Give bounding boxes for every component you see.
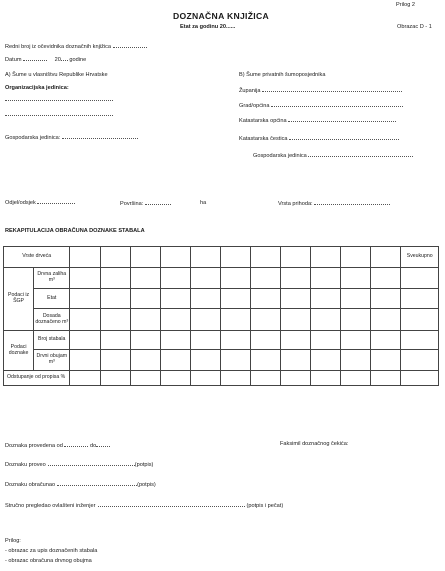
table-row bbox=[4, 331, 439, 350]
table-cell[interactable] bbox=[70, 331, 100, 350]
footer-item-2: - obrazac obračuna drvnog obujma bbox=[5, 558, 92, 564]
gosp-jedinica-label: Gospodarska jedinica: bbox=[5, 135, 61, 141]
table-cell[interactable] bbox=[341, 371, 371, 386]
datum-dots bbox=[23, 56, 47, 61]
vrsta-prihoda-label: Vrsta prihoda: bbox=[278, 201, 313, 207]
godine-label: godine bbox=[69, 57, 87, 63]
proveo-field[interactable] bbox=[5, 461, 153, 468]
table-cell[interactable] bbox=[341, 350, 371, 371]
redni-broj-dots bbox=[113, 43, 147, 48]
katastarska-opcina-label: Katastarska općina bbox=[239, 118, 287, 124]
section-b-heading: B) Šume privatnih šumoposjednika bbox=[239, 72, 326, 78]
table-cell[interactable] bbox=[401, 350, 439, 371]
povrsina-field[interactable] bbox=[120, 200, 171, 207]
table-cell[interactable] bbox=[371, 309, 401, 331]
table-row bbox=[4, 309, 439, 331]
table-row bbox=[4, 350, 439, 371]
gosp-jedinica-dots bbox=[62, 134, 138, 139]
table-cell[interactable] bbox=[70, 247, 100, 268]
table-cell[interactable] bbox=[341, 247, 371, 268]
table-row bbox=[4, 371, 439, 386]
table-cell[interactable] bbox=[220, 331, 250, 350]
table-cell[interactable] bbox=[371, 247, 401, 268]
table-cell[interactable] bbox=[130, 268, 160, 289]
table-cell[interactable] bbox=[160, 350, 190, 371]
subtitle-dots: ...... bbox=[226, 24, 236, 30]
table-cell[interactable] bbox=[160, 331, 190, 350]
table-cell[interactable] bbox=[100, 268, 130, 289]
table-cell[interactable] bbox=[70, 371, 100, 386]
vrsta-prihoda-dots bbox=[314, 200, 390, 205]
katastarska-cestica-label: Katastarska čestica bbox=[239, 136, 288, 142]
vrsta-prihoda-field[interactable] bbox=[278, 200, 390, 207]
table-cell[interactable] bbox=[100, 350, 130, 371]
table-cell[interactable] bbox=[100, 371, 130, 386]
vrste-drveca-header: Vrste drveća bbox=[4, 247, 70, 268]
table-cell[interactable] bbox=[160, 247, 190, 268]
section-a-heading: A) Šume u vlasništvu Republike Hrvatske bbox=[5, 72, 108, 78]
table-cell[interactable] bbox=[100, 247, 130, 268]
obracunao-dots bbox=[57, 481, 137, 486]
table-cell[interactable] bbox=[70, 309, 100, 331]
table-cell[interactable] bbox=[130, 331, 160, 350]
page-title: DOZNAČNA KNJIŽICA bbox=[173, 11, 269, 21]
obracunao-label: Doznaku obračunao bbox=[5, 482, 56, 488]
table-cell[interactable] bbox=[311, 371, 341, 386]
proveo-potpis: (potpis) bbox=[134, 462, 154, 468]
table-cell[interactable] bbox=[70, 268, 100, 289]
proveo-dots bbox=[48, 461, 135, 466]
rekapitulacija-heading: REKAPITULACIJA OBRAČUNA DOZNAKE STABALA bbox=[5, 228, 145, 234]
table-cell[interactable] bbox=[281, 350, 311, 371]
table-cell[interactable] bbox=[130, 371, 160, 386]
row-odstupanje-label: Odstupanje od propisa % bbox=[4, 371, 70, 386]
table-cell[interactable] bbox=[401, 268, 439, 289]
rekapitulacija-table bbox=[3, 246, 439, 386]
strucno-field[interactable] bbox=[5, 502, 283, 509]
table-cell[interactable] bbox=[401, 371, 439, 386]
datum-label: Datum bbox=[5, 57, 22, 63]
table-cell[interactable] bbox=[311, 268, 341, 289]
table-cell[interactable] bbox=[220, 289, 250, 309]
redni-broj-field[interactable] bbox=[5, 43, 147, 50]
table-header-row bbox=[4, 247, 439, 268]
subtitle-prefix: Etat za godinu 20 bbox=[180, 24, 226, 30]
faksimil-label: Faksimil doznačnog čekića: bbox=[280, 441, 349, 447]
gosp-jedinica-b-field[interactable] bbox=[253, 152, 413, 159]
prilog-label: Prilog 2 bbox=[396, 2, 415, 8]
grad-opcina-dots bbox=[271, 102, 403, 107]
table-cell[interactable] bbox=[281, 247, 311, 268]
table-cell[interactable] bbox=[70, 350, 100, 371]
footer-prilog-label: Prilog: bbox=[5, 538, 21, 544]
table-cell[interactable] bbox=[341, 309, 371, 331]
table-cell[interactable] bbox=[70, 289, 100, 309]
table-cell[interactable] bbox=[130, 350, 160, 371]
org-line-2[interactable] bbox=[5, 111, 113, 118]
strucno-label: Stručno pregledao ovlašteni inženjer bbox=[5, 503, 96, 509]
proveo-label: Doznaku proveo bbox=[5, 462, 46, 468]
redni-broj-label: Redni broj iz očevidnika doznačnih knjižica bbox=[5, 44, 112, 50]
katastarska-cestica-field[interactable] bbox=[239, 135, 399, 142]
table-cell[interactable] bbox=[341, 268, 371, 289]
provedena-do-dots bbox=[96, 442, 110, 447]
table-cell[interactable] bbox=[190, 350, 220, 371]
org-jedinica-label: Organizacijska jedinica: bbox=[5, 85, 69, 91]
grad-opcina-label: Grad/općina bbox=[239, 103, 270, 109]
table-row bbox=[4, 289, 439, 309]
page-subtitle bbox=[180, 24, 235, 30]
table-cell[interactable] bbox=[341, 331, 371, 350]
odjel-dots bbox=[37, 199, 75, 204]
gosp-jedinica-b-label: Gospodarska jedinica bbox=[253, 153, 307, 159]
table-cell[interactable] bbox=[341, 289, 371, 309]
table-cell[interactable] bbox=[311, 247, 341, 268]
datum-field[interactable] bbox=[5, 56, 86, 63]
table-cell[interactable] bbox=[371, 289, 401, 309]
povrsina-label: Površina: bbox=[120, 201, 144, 207]
provedena-od-dots bbox=[64, 442, 88, 447]
footer-item-1: - obrazac za upis doznačenih stabala bbox=[5, 548, 98, 554]
katastarska-opcina-field[interactable] bbox=[239, 117, 396, 124]
table-cell[interactable] bbox=[250, 289, 280, 309]
table-cell[interactable] bbox=[281, 309, 311, 331]
row-drvni-obujam-label: Drvni obujam m³ bbox=[34, 350, 70, 371]
table-cell[interactable] bbox=[220, 350, 250, 371]
odjel-field[interactable] bbox=[5, 199, 75, 206]
doznaka-provedena-label: Doznaka provedena od bbox=[5, 443, 63, 449]
strucno-potpis: (potpis i pečat) bbox=[246, 503, 284, 509]
table-cell[interactable] bbox=[130, 289, 160, 309]
table-cell[interactable] bbox=[371, 331, 401, 350]
doznaka-provedena-field[interactable] bbox=[5, 442, 110, 449]
table-cell[interactable] bbox=[190, 247, 220, 268]
table-cell[interactable] bbox=[250, 371, 280, 386]
org-line-1[interactable] bbox=[5, 96, 113, 103]
row-broj-stabala-label: Broj stabala bbox=[34, 331, 70, 350]
table-cell[interactable] bbox=[190, 331, 220, 350]
grad-opcina-field[interactable] bbox=[239, 102, 403, 109]
group-doznaka-label: Podaci doznake bbox=[4, 331, 34, 371]
table-row bbox=[4, 268, 439, 289]
table-cell[interactable] bbox=[281, 268, 311, 289]
row-etat-label: Etat bbox=[34, 289, 70, 309]
table-cell[interactable] bbox=[250, 247, 280, 268]
table-cell[interactable] bbox=[160, 268, 190, 289]
ha-label: ha bbox=[200, 200, 207, 206]
table-cell[interactable] bbox=[401, 309, 439, 331]
povrsina-dots bbox=[145, 200, 171, 205]
table-cell[interactable] bbox=[190, 371, 220, 386]
table-cell[interactable] bbox=[130, 309, 160, 331]
row-drvna-zaliha-label: Drvna zaliha m³ bbox=[34, 268, 70, 289]
table-cell[interactable] bbox=[281, 371, 311, 386]
row-dosada-label: Dosada doznačeno m³ bbox=[34, 309, 70, 331]
table-cell[interactable] bbox=[250, 350, 280, 371]
table-cell[interactable] bbox=[100, 331, 130, 350]
table-cell[interactable] bbox=[281, 331, 311, 350]
obrazac-label: Obrazac D - 1 bbox=[397, 24, 432, 30]
table-cell[interactable] bbox=[250, 309, 280, 331]
table-cell[interactable] bbox=[311, 309, 341, 331]
table-cell[interactable] bbox=[220, 268, 250, 289]
table-cell[interactable] bbox=[401, 289, 439, 309]
group-sgp-label: Podaci iz ŠGP bbox=[4, 268, 34, 331]
table-cell[interactable] bbox=[190, 289, 220, 309]
table-cell[interactable] bbox=[311, 331, 341, 350]
sveukupno-header: Sveukupno bbox=[401, 247, 439, 268]
table-cell[interactable] bbox=[371, 371, 401, 386]
gosp-jedinica-b-dots bbox=[308, 152, 413, 157]
table-cell[interactable] bbox=[220, 247, 250, 268]
zupanija-label: Županija bbox=[239, 88, 261, 94]
obracunao-field[interactable] bbox=[5, 481, 156, 488]
table-cell[interactable] bbox=[190, 268, 220, 289]
table-cell[interactable] bbox=[100, 309, 130, 331]
odjel-label: Odjel/odsjek bbox=[5, 200, 36, 206]
zupanija-dots bbox=[262, 87, 402, 92]
table-cell[interactable] bbox=[371, 350, 401, 371]
datum-mid: 20 bbox=[54, 57, 61, 63]
table-cell[interactable] bbox=[281, 289, 311, 309]
table-cell[interactable] bbox=[190, 309, 220, 331]
table-cell[interactable] bbox=[160, 371, 190, 386]
table-cell[interactable] bbox=[401, 331, 439, 350]
table-cell[interactable] bbox=[311, 350, 341, 371]
datum-year-dots bbox=[61, 56, 68, 61]
gosp-jedinica-field[interactable] bbox=[5, 134, 138, 141]
table-cell[interactable] bbox=[100, 289, 130, 309]
katastarska-cestica-dots bbox=[289, 135, 399, 140]
table-cell[interactable] bbox=[220, 309, 250, 331]
zupanija-field[interactable] bbox=[239, 87, 402, 94]
table-cell[interactable] bbox=[250, 268, 280, 289]
table-cell[interactable] bbox=[250, 331, 280, 350]
katastarska-opcina-dots bbox=[288, 117, 396, 122]
table-cell[interactable] bbox=[160, 309, 190, 331]
table-cell[interactable] bbox=[160, 289, 190, 309]
table-cell[interactable] bbox=[311, 289, 341, 309]
table-cell[interactable] bbox=[220, 371, 250, 386]
obracunao-potpis: (potpis) bbox=[137, 482, 156, 488]
table-cell[interactable] bbox=[130, 247, 160, 268]
table-cell[interactable] bbox=[371, 268, 401, 289]
strucno-dots bbox=[98, 502, 245, 507]
do-label: do bbox=[89, 443, 97, 449]
